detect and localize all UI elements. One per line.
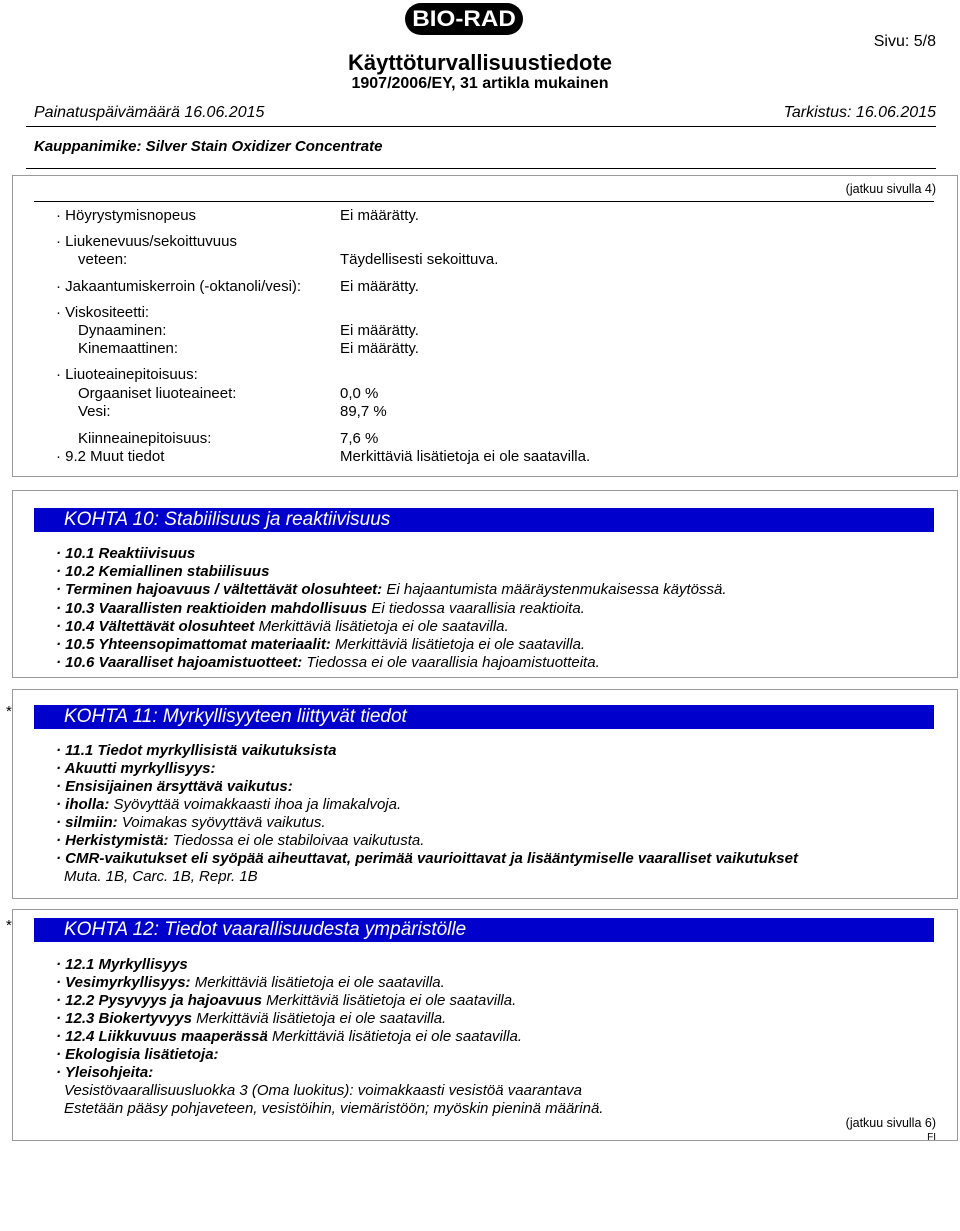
evaporation-label: · Höyrystymisnopeus [56,207,197,224]
bioaccumulation: · 12.3 Biokertyvyys Merkittäviä lisätietoja ei ole saatavilla. [56,1010,447,1027]
other-info-value: Merkittäviä lisätietoja ei ole saatavilla. [340,448,591,465]
other-info-label: · 9.2 Muut tiedot [56,448,165,465]
ecological-info: · Ekologisia lisätietoja: [56,1046,219,1063]
revision-date: Tarkistus: 16.06.2015 [783,104,936,121]
section-11-title: KOHTA 11: Myrkyllisyyteen liittyvät tiedot [64,706,407,727]
solubility-label: · Liukenevuus/sekoittuvuus [56,233,237,250]
section-12-header [34,918,934,942]
continued-to: (jatkuu sivulla 6) [845,1116,936,1130]
continued-from: (jatkuu sivulla 4) [845,182,936,196]
section-10-header [34,508,934,532]
header-divider [26,126,936,127]
section-12-title: KOHTA 12: Tiedot vaarallisuudesta ympäristölle [64,919,467,940]
kinematic-label: Kinemaattinen: [78,340,179,357]
conditions-to-avoid: · 10.4 Vältettävät olosuhteet Merkittäviä lisätietoja ei ole saatavilla. [56,618,509,635]
solids-value: 7,6 % [340,430,379,447]
partition-value: Ei määrätty. [340,278,419,295]
primary-irritant-effect: · Ensisijainen ärsyttävä vaikutus: [56,778,293,795]
prevent-entry-note: Estetään pääsy pohjaveteen, vesistöihin, viemäristöön; myöskin pieninä määrinä. [64,1100,604,1117]
bio-rad-logo: BIO-RAD [405,3,523,35]
persistence: · 12.2 Pysyvyys ja hajoavuus Merkittäviä lisätietoja ei ole saatavilla. [56,992,517,1009]
decomposition-products: · 10.6 Vaaralliset hajoamistuotteet: Tiedossa ei ole vaarallisia hajoamistuotteita. [56,654,600,671]
page-number: Sivu: 5/8 [873,33,936,50]
incompatible-materials: · 10.5 Yhteensopimattomat materiaalit: Merkittäviä lisätietoja ei ole saatavilla. [56,636,586,653]
section-9-top-line [34,201,934,202]
document-subtitle: 1907/2006/EY, 31 artikla mukainen [351,75,609,92]
toxicological-effects: · 11.1 Tiedot myrkyllisistä vaikutuksista [56,742,337,759]
solvent-label: · Liuoteainepitoisuus: [56,366,198,383]
partition-label: · Jakaantumiskerroin (-oktanoli/vesi): [56,278,302,295]
viscosity-label: · Viskositeetti: [56,304,150,321]
document-title: Käyttöturvallisuustiedote [347,50,613,75]
cmr-classification: Muta. 1B, Carc. 1B, Repr. 1B [64,868,258,885]
eye-effect: · silmiin: Voimakas syövyttävä vaikutus. [56,814,326,831]
section-10-title: KOHTA 10: Stabiilisuus ja reaktiivisuus [64,509,391,530]
solubility-value: Täydellisesti sekoittuva. [340,251,499,268]
chemical-stability: · 10.2 Kemiallinen stabiilisuus [56,563,270,580]
dynamic-label: Dynaaminen: [78,322,167,339]
revision-marker-11: * [6,703,12,720]
toxicity: · 12.1 Myrkyllisyys [56,956,188,973]
revision-marker-12: * [6,917,12,934]
hazardous-reactions: · 10.3 Vaarallisten reaktioiden mahdollisuus Ei tiedossa vaarallisia reaktioita. [56,600,585,617]
water-label: Vesi: [78,403,111,420]
acute-toxicity: · Akuutti myrkyllisyys: [56,760,216,777]
solubility-label-water: veteen: [78,251,128,268]
evaporation-value: Ei määrätty. [340,207,419,224]
aquatic-toxicity: · Vesimyrkyllisyys: Merkittäviä lisätietoja ei ole saatavilla. [56,974,445,991]
kinematic-value: Ei määrätty. [340,340,419,357]
reactivity: · 10.1 Reaktiivisuus [56,545,196,562]
organic-solvents-value: 0,0 % [340,385,379,402]
thermal-decomposition: · Terminen hajoavuus / vältettävät olosuhteet: Ei hajaantumista määräystenmukaisessa käytössä. [56,581,727,598]
sensitization: · Herkistymistä: Tiedossa ei ole stabiloivaa vaikutusta. [56,832,425,849]
print-date: Painatuspäivämäärä 16.06.2015 [34,104,265,121]
section-11-header [34,705,934,729]
skin-effect: · iholla: Syövyttää voimakkaasti ihoa ja limakalvoja. [56,796,402,813]
language-code: FI [927,1132,936,1143]
general-notes: · Yleisohjeita: [56,1064,154,1081]
dynamic-value: Ei määrätty. [340,322,419,339]
product-name: Kauppanimike: Silver Stain Oxidizer Concentrate [34,138,383,155]
soil-mobility: · 12.4 Liikkuvuus maaperässä Merkittäviä lisätietoja ei ole saatavilla. [56,1028,523,1045]
water-hazard-class: Vesistövaarallisuusluokka 3 (Oma luokitus): voimakkaasti vesistöä vaarantava [64,1082,583,1099]
cmr-effects: · CMR-vaikutukset eli syöpää aiheuttavat, perimää vaurioittavat ja lisääntymiselle vaaralliset vaikutukset [56,850,798,867]
water-value: 89,7 % [340,403,387,420]
solids-label: Kiinneainepitoisuus: [78,430,212,447]
header-divider-bottom [26,168,936,169]
organic-solvents-label: Orgaaniset liuoteaineet: [78,385,237,402]
